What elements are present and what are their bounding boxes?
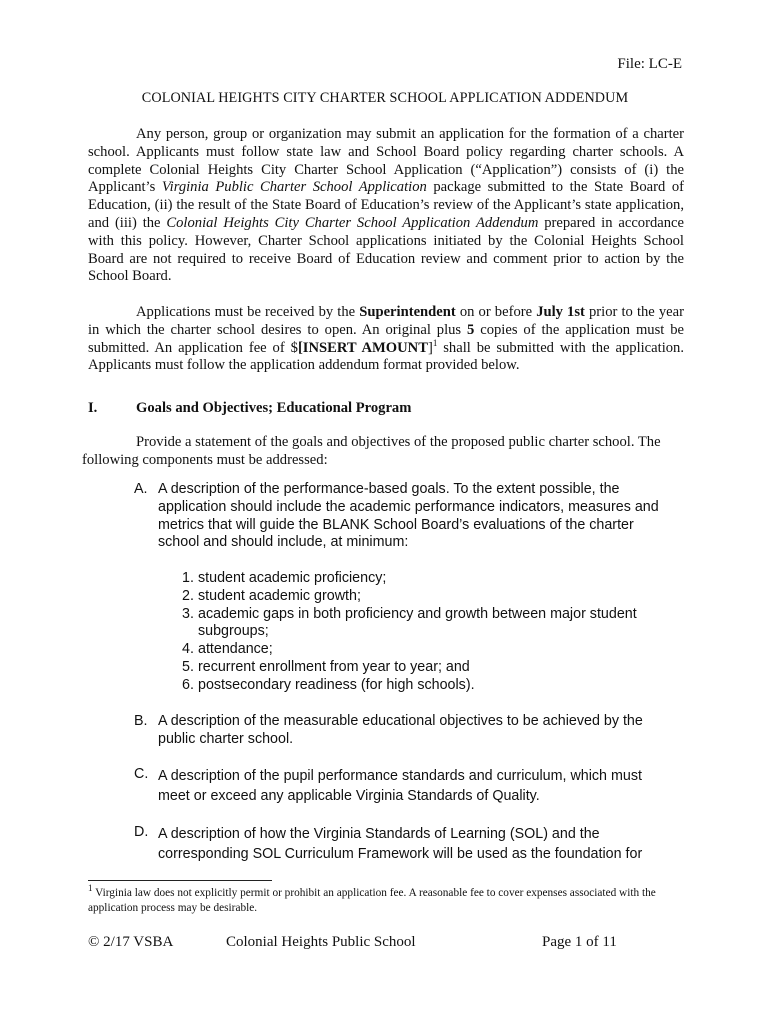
- metrics-list: [182, 570, 682, 695]
- list-text: academic gaps in both proficiency and growth between major student subgroups;: [198, 605, 637, 640]
- list-number: 3.: [182, 605, 194, 622]
- list-text: postsecondary readiness (for high schools).: [198, 676, 475, 693]
- list-text: recurrent enrollment from year to year; and: [198, 658, 470, 675]
- components-paragraph: [82, 434, 682, 470]
- file-label: File: LC-E: [617, 56, 682, 72]
- submission-text-3: prior to the year in which the charter school desires to open. An original plus: [88, 304, 684, 338]
- footnote-number: 1: [88, 883, 93, 894]
- list-item-b: [134, 713, 674, 749]
- footer-page-number: Page 1 of 11: [542, 934, 617, 950]
- item-text: A description of the pupil performance standards and curriculum, which must meet or exceed any applicable Virginia Standards of Quality.: [158, 768, 642, 804]
- deadline-bold: July 1st: [536, 304, 585, 320]
- item-letter: A.: [134, 481, 148, 497]
- intro-text-1: Any person, group or organization may submit an application for the formation of a charter school. Applicants must follow state law and School Board policy regarding charter schools. A complete Colonial Heights City Charter School Application (“Application”) consists of (i) the Applicant’s: [88, 126, 684, 196]
- section-title: Goals and Objectives; Educational Program: [136, 400, 412, 416]
- item-letter: B.: [134, 713, 148, 729]
- copies-bold: 5: [467, 321, 475, 338]
- list-item: [182, 570, 682, 588]
- submission-text-2: on or before: [455, 304, 537, 320]
- section-heading: [88, 400, 411, 418]
- item-text: A description of the performance-based goals. To the extent possible, the application should include the academic performance indicators, measures and metrics that will guide the BLANK School Board’s evaluations of the charter school and should include, at minimum:: [158, 481, 659, 551]
- intro-text-2: package submitted to the State Board of Education, (ii) the result of the State Board of Education’s review of the Applicant’s state application, and (iii) the: [88, 179, 684, 231]
- footer-copyright: © 2/17 VSBA: [88, 934, 174, 950]
- footnote-divider: [88, 880, 272, 881]
- intro-italic-1: Virginia Public Charter School Application: [161, 179, 427, 196]
- list-item-d: [134, 824, 674, 864]
- list-text: student academic proficiency;: [198, 570, 387, 586]
- list-text: attendance;: [198, 641, 273, 658]
- superintendent-bold: Superintendent: [359, 304, 456, 320]
- submission-text-1: Applications must be received by the: [136, 304, 360, 320]
- list-item: [182, 677, 682, 695]
- submission-text-4: copies of the application must be submitted. An application fee of $: [88, 321, 685, 356]
- section-number: I.: [88, 400, 98, 416]
- submission-text-6: shall be submitted with the application. Applicants must follow the application addendum format provided below.: [88, 339, 684, 374]
- list-item: [182, 641, 682, 659]
- footnote-ref: 1: [432, 337, 438, 348]
- components-text: Provide a statement of the goals and objectives of the proposed public charter school. The following components must be addressed:: [82, 434, 661, 468]
- list-item-a: [134, 481, 674, 552]
- fee-amount-bold: [INSERT AMOUNT: [297, 339, 428, 356]
- list-number: 5.: [182, 658, 194, 675]
- intro-italic-2: Colonial Heights City Charter School Application Addendum: [166, 214, 539, 231]
- item-letter: D.: [134, 824, 149, 840]
- list-item: [182, 659, 682, 677]
- item-text: A description of how the Virginia Standards of Learning (SOL) and the corresponding SOL Curriculum Framework will be used as the foundation for: [158, 826, 643, 862]
- item-text: A description of the measurable educational objectives to be achieved by the public charter school.: [158, 713, 643, 747]
- intro-text-3: prepared in accordance with this policy. However, Charter School applications initiated by the Colonial Heights School Board are not required to receive Board of Education review and comment prior to action by the School Board.: [88, 214, 684, 285]
- list-item-c: [134, 766, 674, 806]
- document-title: COLONIAL HEIGHTS CITY CHARTER SCHOOL APPLICATION ADDENDUM: [141, 90, 629, 106]
- list-number: 2.: [182, 587, 194, 604]
- submission-text-5: ]: [427, 339, 433, 356]
- list-item: [182, 606, 682, 642]
- footer-school: Colonial Heights Public School: [226, 934, 416, 950]
- list-number: 4.: [182, 641, 194, 658]
- item-letter: C.: [134, 766, 149, 782]
- submission-paragraph: [88, 304, 684, 375]
- list-text: student academic growth;: [198, 587, 361, 604]
- list-number: 6.: [182, 676, 194, 693]
- intro-paragraph: [88, 126, 684, 286]
- list-item: [182, 588, 682, 606]
- footnote-text: Virginia law does not explicitly permit or prohibit an application fee. A reasonable fee to cover expenses associated with the application process may be desirable.: [88, 887, 656, 914]
- footnote: [88, 883, 688, 916]
- list-number: 1.: [182, 570, 194, 586]
